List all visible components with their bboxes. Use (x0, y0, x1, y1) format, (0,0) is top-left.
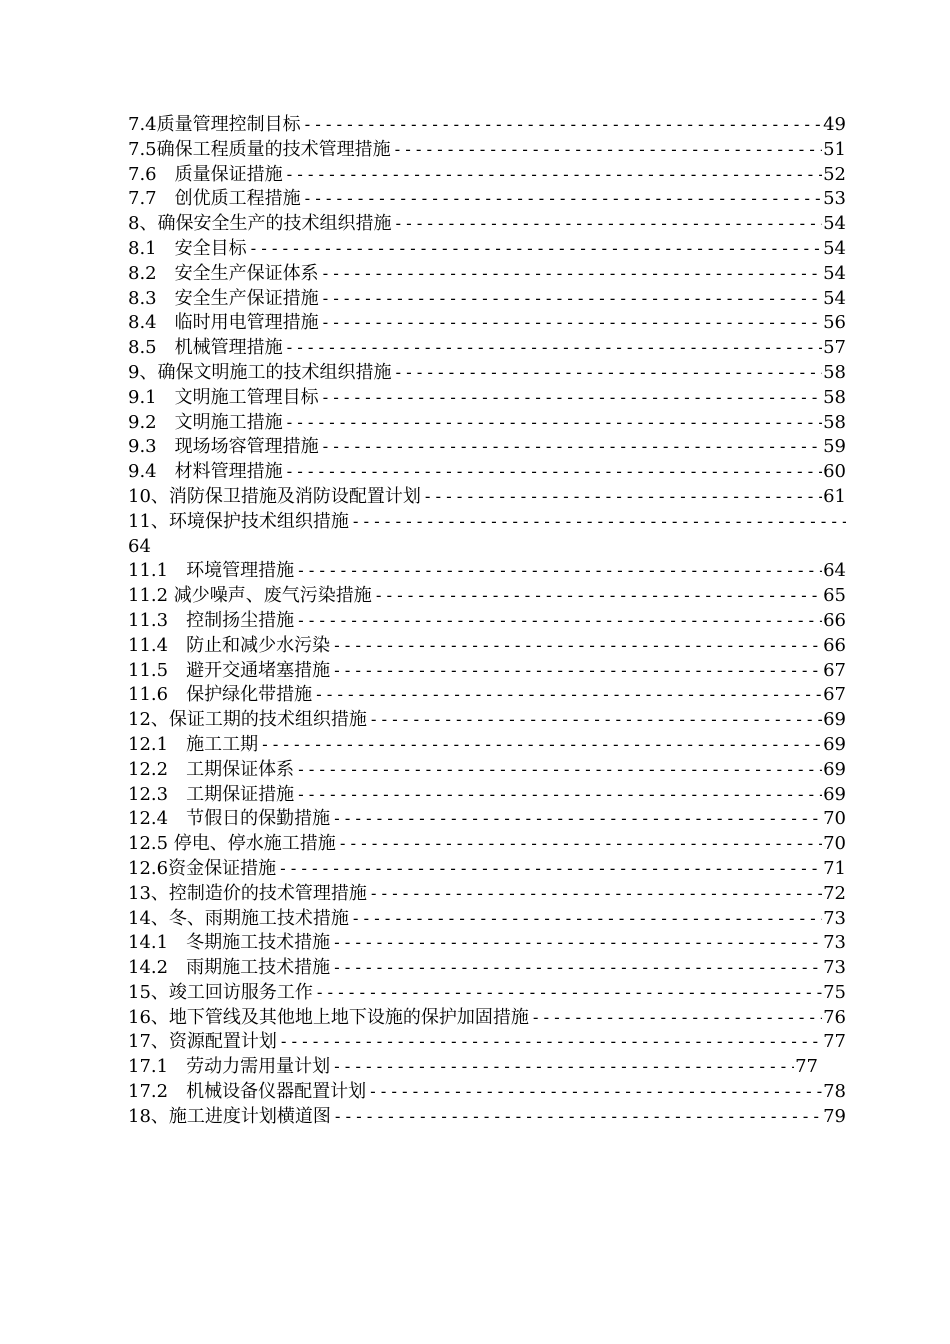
toc-entry-title: 17.2 机械设备仪器配置计划 (128, 1081, 367, 1103)
toc-dot-leader (285, 163, 822, 188)
toc-entry-page: 73 (823, 957, 846, 979)
toc-entry-title: 12.2 工期保证体系 (128, 758, 295, 780)
toc-dot-leader (393, 212, 822, 237)
toc-entry[interactable] (128, 311, 846, 336)
toc-entry[interactable] (128, 485, 846, 510)
toc-entry-page: 75 (823, 981, 846, 1003)
toc-entry-page: 54 (823, 237, 846, 259)
toc-entry[interactable] (128, 510, 846, 535)
toc-dot-leader (285, 411, 822, 436)
toc-dot-leader (351, 510, 846, 535)
toc-entry-page: 51 (823, 138, 846, 160)
toc-entry-title: 10、消防保卫措施及消防设配置计划 (128, 485, 421, 507)
toc-entry-page: 59 (823, 436, 846, 458)
toc-entry-page: 54 (823, 213, 846, 235)
toc-entry[interactable] (128, 1030, 846, 1055)
toc-entry[interactable] (128, 956, 846, 981)
toc-dot-leader (338, 832, 822, 857)
toc-entry[interactable] (128, 683, 846, 708)
toc-entry-title: 11.1 环境管理措施 (128, 560, 295, 582)
toc-dot-leader (285, 336, 822, 361)
toc-entry-page: 58 (823, 386, 846, 408)
toc-entry-page: 72 (823, 882, 846, 904)
toc-entry-title: 12、保证工期的技术组织措施 (128, 709, 367, 731)
toc-entry-title: 7.4质量管理控制目标 (128, 114, 301, 135)
toc-dot-leader (321, 287, 822, 312)
toc-entry[interactable] (128, 435, 846, 460)
toc-entry-page: 54 (823, 287, 846, 309)
toc-entry[interactable] (128, 807, 846, 832)
toc-entry-title: 9.1 文明施工管理目标 (128, 386, 319, 408)
toc-entry[interactable] (128, 113, 846, 138)
toc-entry-page: 54 (823, 262, 846, 284)
toc-entry[interactable] (128, 138, 846, 163)
toc-entry[interactable] (128, 857, 846, 882)
toc-dot-leader (333, 1105, 822, 1130)
toc-entry-title: 11.4 防止和减少水污染 (128, 634, 331, 656)
toc-entry-title: 8、确保安全生产的技术组织措施 (128, 213, 392, 235)
toc-entry-title: 14.1 冬期施工技术措施 (128, 932, 331, 954)
toc-entry-title: 9.2 文明施工措施 (128, 411, 283, 433)
toc-dot-leader (279, 1030, 822, 1055)
toc-entry[interactable] (128, 832, 846, 857)
toc-entry-page: 57 (823, 337, 846, 359)
toc-entry-page: 66 (823, 609, 846, 631)
toc-entry-title: 18、施工进度计划横道图 (128, 1105, 331, 1127)
toc-dot-leader (321, 262, 822, 287)
toc-entry-title: 7.6 质量保证措施 (128, 163, 283, 185)
toc-dot-leader (332, 634, 822, 659)
toc-entry[interactable] (128, 1006, 846, 1031)
toc-dot-leader (303, 113, 822, 138)
toc-entry[interactable] (128, 1105, 846, 1130)
toc-entry[interactable] (128, 262, 846, 287)
toc-dot-leader (393, 361, 822, 386)
toc-entry-title: 7.7 创优质工程措施 (128, 188, 301, 210)
toc-entry-page: 73 (823, 907, 846, 929)
toc-dot-leader (285, 460, 822, 485)
toc-entry-title: 15、竣工回访服务工作 (128, 981, 313, 1003)
toc-dot-leader (260, 733, 822, 758)
toc-entry-title: 11、环境保护技术组织措施 (128, 510, 349, 532)
toc-entry[interactable] (128, 163, 846, 188)
toc-dot-leader (369, 882, 822, 907)
toc-dot-leader (423, 485, 822, 510)
toc-entry-title: 11.2 减少噪声、废气污染措施 (128, 585, 372, 607)
toc-entry-page: 79 (823, 1105, 846, 1127)
toc-dot-leader (296, 758, 822, 783)
table-of-contents (128, 113, 846, 1130)
toc-entry-page: 78 (823, 1081, 846, 1103)
toc-entry[interactable] (128, 783, 846, 808)
toc-dot-leader (296, 559, 822, 584)
toc-entry-title: 9.3 现场场容管理措施 (128, 436, 319, 458)
toc-entry-title: 17、资源配置计划 (128, 1031, 277, 1053)
toc-entry[interactable] (128, 1080, 846, 1105)
toc-entry[interactable] (128, 287, 846, 312)
toc-entry-title: 17.1 劳动力需用量计划 (128, 1056, 331, 1078)
toc-entry-page: 69 (823, 758, 846, 780)
toc-entry[interactable] (128, 634, 846, 659)
toc-entry-page: 70 (823, 833, 846, 855)
toc-entry[interactable] (128, 386, 846, 411)
toc-entry-title: 11.6 保护绿化带措施 (128, 684, 313, 706)
toc-entry[interactable] (128, 609, 846, 634)
toc-entry-page: 71 (823, 857, 846, 879)
toc-entry-page: 60 (823, 461, 846, 483)
toc-entry-page: 69 (823, 783, 846, 805)
toc-entry[interactable] (128, 733, 846, 758)
toc-entry[interactable] (128, 187, 846, 212)
toc-dot-leader (321, 386, 822, 411)
toc-dot-leader (332, 1055, 794, 1080)
toc-entry[interactable] (128, 659, 846, 684)
toc-entry[interactable] (128, 907, 846, 932)
toc-entry-page: 67 (823, 684, 846, 706)
toc-entry-page: 77 (823, 1031, 846, 1053)
toc-dot-leader (296, 609, 822, 634)
toc-entry-title: 8.1 安全目标 (128, 237, 247, 259)
toc-entry-title: 12.3 工期保证措施 (128, 783, 295, 805)
toc-entry-page: 69 (823, 709, 846, 731)
toc-entry[interactable] (128, 237, 846, 262)
toc-entry[interactable] (128, 882, 846, 907)
toc-entry-page: 69 (823, 733, 846, 755)
toc-entry-page: 73 (823, 932, 846, 954)
toc-dot-leader (351, 907, 822, 932)
toc-entry[interactable] (128, 1055, 818, 1080)
toc-entry[interactable] (128, 708, 846, 733)
toc-entry-title: 16、地下管线及其他地上地下设施的保护加固措施 (128, 1006, 529, 1028)
toc-entry-page: 67 (823, 659, 846, 681)
toc-entry-page: 58 (823, 361, 846, 383)
toc-dot-leader (249, 237, 822, 262)
toc-entry[interactable] (128, 361, 846, 386)
toc-entry-page: 66 (823, 634, 846, 656)
toc-entry-page: 56 (823, 312, 846, 334)
toc-entry[interactable] (128, 981, 846, 1006)
toc-entry-page: 52 (823, 163, 846, 185)
toc-entry-title: 12.4 节假日的保勤措施 (128, 808, 331, 830)
toc-entry-title: 8.2 安全生产保证体系 (128, 262, 319, 284)
toc-entry-page: 49 (823, 114, 846, 135)
toc-dot-leader (296, 783, 822, 808)
toc-dot-leader (393, 138, 822, 163)
toc-dot-leader (374, 584, 822, 609)
toc-entry-title: 9.4 材料管理措施 (128, 461, 283, 483)
toc-entry-page: 64 (128, 535, 151, 557)
toc-entry-page: 77 (795, 1056, 818, 1078)
toc-entry-title: 14、冬、雨期施工技术措施 (128, 907, 349, 929)
toc-entry-page: 70 (823, 808, 846, 830)
toc-entry[interactable] (128, 931, 846, 956)
toc-dot-leader (332, 956, 822, 981)
toc-entry-title: 11.5 避开交通堵塞措施 (128, 659, 331, 681)
toc-entry-page: 65 (823, 585, 846, 607)
toc-dot-leader (368, 1080, 822, 1105)
toc-entry[interactable] (128, 559, 846, 584)
toc-dot-leader (332, 807, 822, 832)
toc-entry[interactable] (128, 460, 846, 485)
toc-entry-page-line[interactable] (128, 535, 846, 560)
toc-entry-page: 58 (823, 411, 846, 433)
toc-dot-leader (303, 187, 822, 212)
toc-dot-leader (531, 1006, 822, 1031)
toc-entry-page: 53 (823, 188, 846, 210)
toc-entry-title: 13、控制造价的技术管理措施 (128, 882, 367, 904)
toc-dot-leader (332, 659, 822, 684)
toc-entry-title: 8.3 安全生产保证措施 (128, 287, 319, 309)
toc-entry-title: 11.3 控制扬尘措施 (128, 609, 295, 631)
toc-entry[interactable] (128, 758, 846, 783)
toc-entry-title: 14.2 雨期施工技术措施 (128, 957, 331, 979)
toc-entry-page: 61 (823, 485, 846, 507)
toc-dot-leader (332, 931, 822, 956)
toc-entry-page: 64 (823, 560, 846, 582)
toc-dot-leader (315, 981, 822, 1006)
toc-dot-leader (369, 708, 822, 733)
toc-entry-title: 12.1 施工工期 (128, 733, 259, 755)
toc-dot-leader (321, 435, 822, 460)
toc-entry[interactable] (128, 212, 846, 237)
toc-entry-title: 8.4 临时用电管理措施 (128, 312, 319, 334)
toc-dot-leader (278, 857, 822, 882)
toc-entry[interactable] (128, 411, 846, 436)
toc-entry-title: 8.5 机械管理措施 (128, 337, 283, 359)
toc-entry[interactable] (128, 336, 846, 361)
toc-entry-title: 12.5 停电、停水施工措施 (128, 833, 336, 855)
toc-entry-page: 76 (823, 1006, 846, 1028)
toc-entry-title: 7.5确保工程质量的技术管理措施 (128, 138, 391, 160)
toc-dot-leader (314, 683, 822, 708)
toc-entry-title: 9、确保文明施工的技术组织措施 (128, 361, 392, 383)
toc-dot-leader (321, 311, 822, 336)
toc-entry[interactable] (128, 584, 846, 609)
toc-entry-title: 12.6资金保证措施 (128, 857, 277, 879)
